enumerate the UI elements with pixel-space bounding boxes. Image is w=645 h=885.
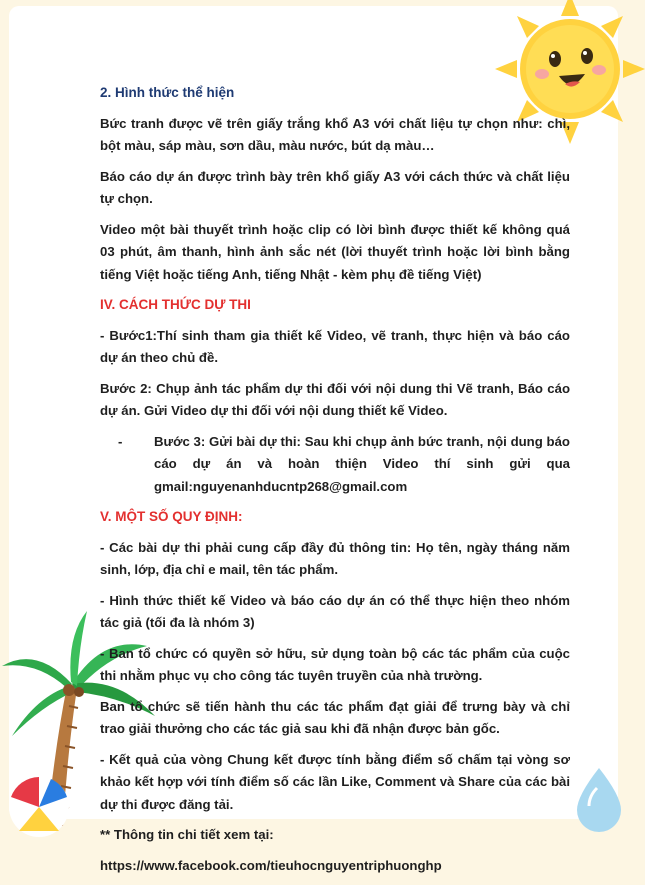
section-2-paragraph-1: Bức tranh được vẽ trên giấy trắng khổ A3 với chất liệu tự chọn như: chì, bột màu, sáp màu, sơn dầu, màu nước, bút dạ màu…	[100, 115, 570, 153]
step-2: Bước 2: Chụp ảnh tác phẩm dự thi đối với nội dung thi Vẽ tranh, Báo cáo dự án. Gửi Video dự thi đối với nội dung thiết kế Video.	[100, 380, 570, 418]
rule-2: - Hình thức thiết kế Video và báo cáo dự án có thể thực hiện theo nhóm tác giả (tối đa là nhóm 3)	[100, 592, 570, 630]
info-label: ** Thông tin chi tiết xem tại:	[100, 827, 274, 842]
rule-3: - Ban tổ chức có quyền sở hữu, sử dụng toàn bộ các tác phẩm của cuộc thi nhằm phục vụ cho công tác tuyên truyền của nhà trường.	[100, 645, 570, 683]
rule-1: - Các bài dự thi phải cung cấp đầy đủ thông tin: Họ tên, ngày tháng năm sinh, lớp, địa chỉ e mail, tên tác phẩm.	[100, 539, 570, 577]
beach-ball-icon	[9, 761, 79, 825]
document-body	[100, 82, 570, 885]
facebook-link[interactable]: https://www.facebook.com/tieuhocnguyentriphuonghp	[100, 857, 442, 873]
section-2-paragraph-3: Video một bài thuyết trình hoặc clip có lời bình được thiết kế không quá 03 phút, âm thanh, hình ảnh sắc nét (lời thuyết trình hoặc lời bình bằng tiếng Việt hoặc tiếng Anh, tiếng Nhật - kèm phụ đề tiếng Việt)	[100, 221, 570, 282]
rule-5: - Kết quả của vòng Chung kết được tính bằng điểm số chấm tại vòng sơ khảo kết hợp với tính điểm số các lần Like, Comment và Share của các bài dự thi được đăng tải.	[100, 751, 570, 812]
document-page	[9, 6, 618, 873]
section-2-title: 2. Hình thức thể hiện	[100, 85, 235, 100]
water-drop-icon	[569, 766, 629, 825]
step-3-text: Bước 3: Gửi bài dự thi: Sau khi chụp ảnh bức tranh, nội dung báo cáo dự án và hoàn thiện Video thí sinh gửi qua gmail:nguyenanhducntp268@gmail.com	[154, 433, 570, 494]
section-5-title: V. MỘT SỐ QUY ĐỊNH:	[100, 509, 243, 524]
section-2-paragraph-2: Báo cáo dự án được trình bày trên khổ giấy A3 với cách thức và chất liệu tự chọn.	[100, 168, 570, 206]
section-4-title: IV. CÁCH THỨC DỰ THI	[100, 297, 251, 312]
bullet-dash: -	[118, 433, 123, 449]
step-3	[100, 431, 570, 499]
rule-4: Ban tổ chức sẽ tiến hành thu các tác phẩm đạt giải để trưng bày và chỉ trao giải thưởng cho các tác giả sau khi đã nhận được bản gốc.	[100, 698, 570, 736]
step-1: - Bước1:Thí sinh tham gia thiết kế Video, vẽ tranh, thực hiện và báo cáo dự án theo chủ đề.	[100, 327, 570, 365]
